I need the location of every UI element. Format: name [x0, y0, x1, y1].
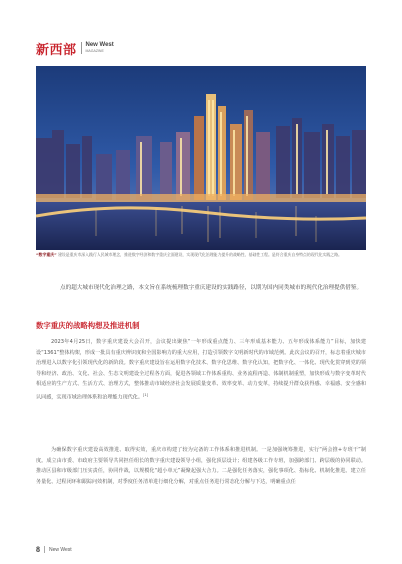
city-night-illustration [36, 66, 366, 250]
footer-divider [44, 546, 45, 553]
caption-title: “数字重庆” [36, 252, 57, 257]
footer-magazine-name: New West [49, 546, 72, 553]
page-number: 8 [36, 545, 40, 554]
logo-english-subtitle: MAGAZINE [85, 49, 104, 53]
logo-english-title: New West [85, 42, 114, 48]
page-footer [36, 545, 72, 554]
city-night-photo [36, 66, 366, 250]
paragraph-1-text: 2023年4月25日，数字重庆建设大会召开，会议提出聚焦“一年形成重点能力、三年形成基本能力、五年形成体系能力”目标，加快建设“1361”整体构架，形成一批具有重庆辨识度和全国影响力的重大应用，打造引领数字文明新时代的市域范例。此次会议的召开，标志着重庆城市治理进入以数字化引领现代化的新阶段。数字重庆建设旨在运用数字化技术、数字化思维、数字化认知，把数字化、一体化、现代化贯穿到党的领导和经济、政治、文化、社会、生态文明建设全过程各方面，促进各领域工作体系重构、业务流程再造、体制机制重塑，加快形成与数字变革时代相适应的生产方式、生活方式、治理方式，整体推动市域经济社会发展质量变革、效率变革、动力变革，持续提升群众获得感、幸福感、安全感和认同感，实现市域治理体系和治理能力现代化。 [36, 339, 366, 401]
body-paragraph-2: 为确保数字重庆建设高效推进、取得实效，重庆市构建了较为完备的工作体系和推进机制。一是加强统筹推进，实行“两会推+专班干”制度。成立由市委、市政府主要领导共同担任组长的数字重庆建设领导小组，强化顶层设计；组建各级工作专班，加强跨部门、跨层级的协同联动。推动区县和市级部门压实责任，协同作战，以规模化“超小单元”凝聚起强大合力。二是强化任务落实，强化事项化、指标化、机制化推进。建立任务量化、过程闭环和跟踪问效机制，对季度任务清单进行细化分解，对重点任务进行常态化分解与下达，明确重点任 [36, 447, 366, 485]
intro-paragraph: 点的超大城市现代化治理之路，本文旨在系统梳理数字重庆建设的实践路径，以期为国内同类城市的现代化治理提供借鉴。 [60, 285, 363, 291]
logo-english-block [86, 42, 114, 54]
section-heading: 数字重庆的战略构想及推进机制 [36, 321, 140, 330]
body-paragraph-1 [36, 337, 366, 403]
masthead [36, 40, 114, 56]
magazine-logo: 新西部 [36, 42, 77, 58]
citation-1[interactable]: [1] [142, 392, 148, 397]
caption-text: 建设是重庆市深入践行人民城市理念，推进数字经济和数字重庆全面建设，实现现代化治理能力提升的战略性、基础性工程。是符合重庆自身特点的现代化实践之路。 [57, 252, 342, 257]
logo-divider [81, 42, 82, 54]
photo-caption [36, 251, 366, 258]
